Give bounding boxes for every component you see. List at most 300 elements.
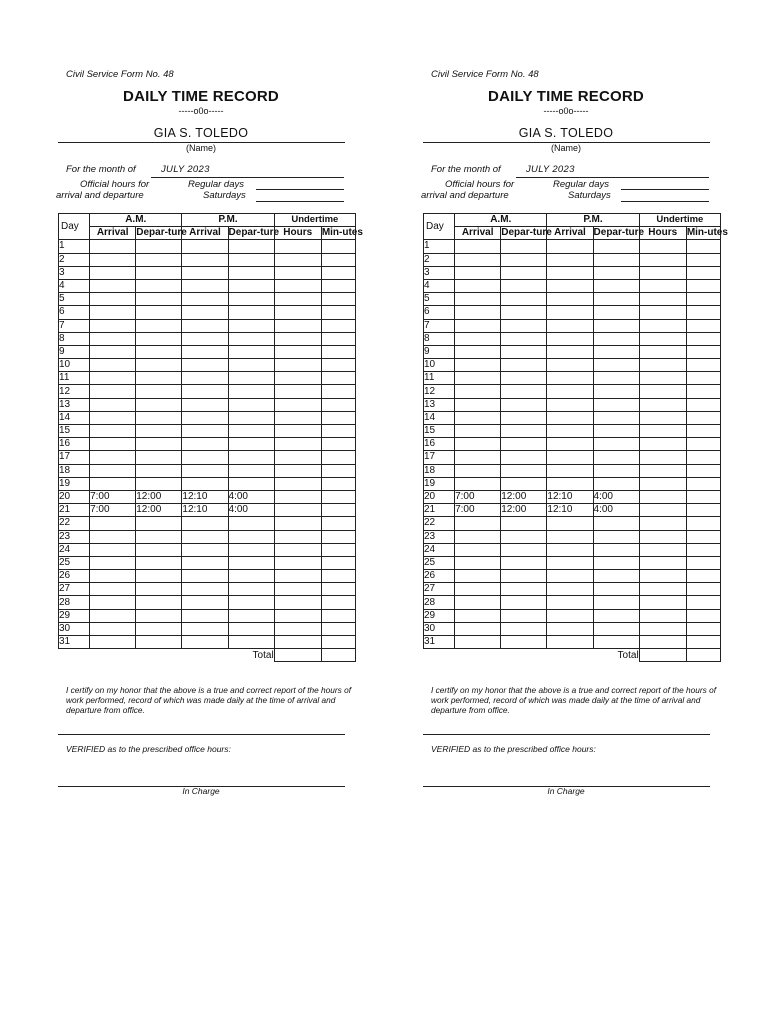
am-departure-cell: [136, 332, 182, 345]
pm-departure-cell: [593, 556, 639, 569]
am-arrival-cell: [455, 477, 501, 490]
am-departure-cell: [501, 464, 547, 477]
pm-arrival-cell: [182, 609, 228, 622]
am-departure-cell: [501, 596, 547, 609]
undertime-hours-cell: [639, 253, 686, 266]
undertime-hours-cell: [274, 332, 321, 345]
am-arrival-cell: [90, 556, 136, 569]
pm-arrival-cell: [182, 385, 228, 398]
pm-arrival-cell: [547, 530, 593, 543]
pm-departure-cell: [228, 253, 274, 266]
undertime-minutes-cell: [321, 398, 355, 411]
pm-departure-cell: [593, 517, 639, 530]
am-arrival-cell: 7:00: [90, 490, 136, 503]
pm-departure-cell: [593, 253, 639, 266]
undertime-minutes-cell: [686, 596, 720, 609]
am-departure-cell: [501, 451, 547, 464]
undertime-minutes-cell: [321, 530, 355, 543]
am-departure-cell: [136, 477, 182, 490]
am-departure-cell: [136, 556, 182, 569]
pm-departure-cell: [593, 359, 639, 372]
pm-arrival-cell: [182, 570, 228, 583]
pm-departure-cell: [228, 279, 274, 292]
table-row: [59, 293, 356, 306]
am-arrival-cell: [90, 596, 136, 609]
am-departure-cell: [136, 596, 182, 609]
undertime-hours-cell: [639, 359, 686, 372]
am-arrival-cell: [90, 240, 136, 253]
undertime-minutes-cell: [321, 385, 355, 398]
day-cell: 2: [59, 253, 90, 266]
undertime-hours-cell: [639, 570, 686, 583]
undertime-minutes-cell: [686, 425, 720, 438]
signature-line: [423, 734, 710, 735]
table-row: [59, 266, 356, 279]
undertime-minutes-cell: [321, 609, 355, 622]
pm-arrival-cell: 12:10: [547, 490, 593, 503]
undertime-minutes-cell: [686, 293, 720, 306]
pm-departure-cell: [593, 530, 639, 543]
day-cell: 25: [59, 556, 90, 569]
am-departure-cell: [501, 411, 547, 424]
am-arrival-cell: [455, 411, 501, 424]
am-arrival-cell: [455, 319, 501, 332]
table-row: [424, 622, 721, 635]
day-cell: 3: [59, 266, 90, 279]
day-cell: 1: [59, 240, 90, 253]
undertime-minutes-cell: [686, 517, 720, 530]
am-departure-cell: [136, 279, 182, 292]
am-arrival-cell: [455, 636, 501, 649]
day-cell: 15: [424, 425, 455, 438]
am-departure-cell: [136, 464, 182, 477]
day-header: Day: [59, 214, 90, 240]
pm-departure-cell: [593, 570, 639, 583]
undertime-minutes-cell: [321, 490, 355, 503]
hours-header: Hours: [274, 227, 321, 240]
am-departure-cell: [136, 398, 182, 411]
am-arrival-cell: [455, 266, 501, 279]
undertime-minutes-cell: [686, 306, 720, 319]
am-departure-cell: [501, 345, 547, 358]
day-cell: 5: [59, 293, 90, 306]
table-row: [59, 543, 356, 556]
regular-days-label: Regular days: [188, 179, 244, 190]
am-departure-cell: [501, 240, 547, 253]
day-cell: 4: [59, 279, 90, 292]
pm-arrival-cell: 12:10: [182, 490, 228, 503]
table-row: [424, 596, 721, 609]
total-row: [59, 649, 356, 662]
table-body: [59, 240, 356, 662]
table-row: [59, 372, 356, 385]
table-row: [59, 556, 356, 569]
undertime-minutes-cell: [321, 306, 355, 319]
undertime-minutes-cell: [321, 279, 355, 292]
pm-departure-cell: [593, 543, 639, 556]
undertime-minutes-cell: [321, 570, 355, 583]
undertime-minutes-cell: [686, 504, 720, 517]
day-cell: 11: [424, 372, 455, 385]
pm-header: P.M.: [547, 214, 639, 227]
am-arrival-cell: [90, 543, 136, 556]
undertime-hours-cell: [274, 240, 321, 253]
am-departure-cell: [501, 477, 547, 490]
table-row: [424, 425, 721, 438]
time-record-table: [58, 213, 363, 662]
am-arrival-cell: [455, 570, 501, 583]
undertime-hours-cell: [274, 490, 321, 503]
pm-arrival-cell: [547, 477, 593, 490]
table-row: [59, 490, 356, 503]
am-arrival-cell: [90, 398, 136, 411]
pm-departure-cell: [593, 306, 639, 319]
pm-departure-cell: [593, 609, 639, 622]
undertime-minutes-cell: [686, 622, 720, 635]
undertime-hours-cell: [639, 240, 686, 253]
am-departure-cell: 12:00: [136, 490, 182, 503]
am-arrival-cell: [90, 636, 136, 649]
month-value: JULY 2023: [526, 164, 575, 175]
pm-arrival-cell: [547, 425, 593, 438]
undertime-minutes-cell: [686, 411, 720, 424]
pm-arrival-cell: [547, 543, 593, 556]
pm-departure-cell: [228, 293, 274, 306]
pm-departure-cell: [228, 266, 274, 279]
pm-departure-cell: [593, 398, 639, 411]
am-departure-cell: [501, 543, 547, 556]
pm-departure-cell: [228, 385, 274, 398]
undertime-hours-cell: [639, 385, 686, 398]
day-cell: 7: [59, 319, 90, 332]
pm-arrival-cell: [547, 345, 593, 358]
undertime-minutes-cell: [686, 253, 720, 266]
undertime-hours-cell: [639, 411, 686, 424]
am-arrival-cell: [455, 609, 501, 622]
am-departure-cell: [501, 359, 547, 372]
undertime-hours-cell: [274, 636, 321, 649]
undertime-minutes-cell: [321, 517, 355, 530]
pm-arrival-header: Arrival: [182, 227, 228, 240]
table-row: [59, 530, 356, 543]
table-body: [424, 240, 721, 662]
pm-arrival-cell: [547, 636, 593, 649]
am-arrival-cell: [455, 398, 501, 411]
pm-departure-cell: [228, 570, 274, 583]
table-row: [59, 622, 356, 635]
table-row: [424, 504, 721, 517]
am-arrival-cell: [90, 517, 136, 530]
pm-departure-cell: [593, 345, 639, 358]
verified-text: VERIFIED as to the prescribed office hours:: [431, 744, 596, 754]
undertime-hours-cell: [274, 477, 321, 490]
undertime-hours-cell: [274, 345, 321, 358]
form-number: Civil Service Form No. 48: [431, 69, 539, 80]
am-departure-cell: [136, 240, 182, 253]
am-departure-cell: [501, 279, 547, 292]
table-row: [59, 464, 356, 477]
pm-header: P.M.: [182, 214, 274, 227]
am-departure-cell: 12:00: [501, 504, 547, 517]
pm-departure-cell: [228, 622, 274, 635]
am-departure-cell: [136, 570, 182, 583]
pm-departure-cell: [228, 438, 274, 451]
table-row: [59, 517, 356, 530]
month-value: JULY 2023: [161, 164, 210, 175]
official-hours-label: Official hours for: [80, 179, 150, 190]
am-arrival-cell: [455, 359, 501, 372]
undertime-minutes-cell: [321, 266, 355, 279]
pm-arrival-cell: [182, 411, 228, 424]
am-arrival-cell: [90, 622, 136, 635]
pm-arrival-cell: [182, 332, 228, 345]
day-cell: 14: [424, 411, 455, 424]
day-cell: 4: [424, 279, 455, 292]
pm-departure-cell: [593, 464, 639, 477]
regular-days-line: [256, 189, 344, 190]
pm-departure-cell: [228, 596, 274, 609]
am-arrival-header: Arrival: [90, 227, 136, 240]
undertime-minutes-cell: [321, 504, 355, 517]
signature-line: [58, 734, 345, 735]
undertime-hours-cell: [639, 345, 686, 358]
day-cell: 30: [59, 622, 90, 635]
day-cell: 19: [59, 477, 90, 490]
pm-departure-cell: [593, 636, 639, 649]
table-row: [59, 451, 356, 464]
day-cell: 29: [59, 609, 90, 622]
day-cell: 12: [59, 385, 90, 398]
am-departure-header: Depar-ture: [501, 227, 552, 239]
am-arrival-cell: [90, 253, 136, 266]
day-cell: 16: [424, 438, 455, 451]
undertime-hours-cell: [639, 609, 686, 622]
am-arrival-cell: [90, 345, 136, 358]
table-row: [424, 477, 721, 490]
am-header: A.M.: [455, 214, 547, 227]
pm-departure-cell: [593, 293, 639, 306]
day-cell: 9: [424, 345, 455, 358]
table-row: [59, 570, 356, 583]
am-departure-cell: [501, 583, 547, 596]
pm-arrival-cell: [547, 253, 593, 266]
am-departure-cell: [136, 609, 182, 622]
pm-arrival-cell: [182, 464, 228, 477]
am-arrival-cell: [455, 332, 501, 345]
table-row: [424, 293, 721, 306]
employee-name: GIA S. TOLEDO: [518, 126, 614, 140]
pm-departure-cell: [228, 425, 274, 438]
am-departure-cell: [501, 253, 547, 266]
pm-arrival-cell: [182, 359, 228, 372]
pm-arrival-cell: [547, 570, 593, 583]
pm-departure-cell: [593, 319, 639, 332]
am-departure-cell: [501, 319, 547, 332]
day-cell: 17: [424, 451, 455, 464]
pm-arrival-cell: [547, 293, 593, 306]
undertime-hours-cell: [274, 411, 321, 424]
pm-departure-cell: [593, 240, 639, 253]
day-cell: 23: [59, 530, 90, 543]
am-departure-cell: [501, 556, 547, 569]
am-arrival-cell: [90, 583, 136, 596]
undertime-hours-cell: [639, 398, 686, 411]
undertime-minutes-cell: [686, 279, 720, 292]
am-arrival-cell: [455, 293, 501, 306]
undertime-minutes-cell: [686, 345, 720, 358]
official-hours-label-2: arrival and departure: [56, 190, 144, 201]
am-departure-cell: [136, 253, 182, 266]
month-label: For the month of: [66, 164, 136, 175]
day-cell: 2: [424, 253, 455, 266]
am-arrival-cell: [90, 464, 136, 477]
pm-arrival-cell: [547, 359, 593, 372]
am-departure-cell: [501, 570, 547, 583]
am-arrival-cell: [455, 583, 501, 596]
day-cell: 22: [424, 517, 455, 530]
day-cell: 31: [424, 636, 455, 649]
month-underline: [151, 177, 344, 178]
undertime-minutes-cell: [321, 425, 355, 438]
am-departure-cell: [501, 530, 547, 543]
undertime-minutes-cell: [321, 636, 355, 649]
day-cell: 6: [59, 306, 90, 319]
am-departure-cell: [136, 622, 182, 635]
am-arrival-cell: [90, 609, 136, 622]
table-row: [424, 636, 721, 649]
am-arrival-cell: [90, 425, 136, 438]
pm-arrival-cell: [547, 438, 593, 451]
minutes-header: Min-utes: [321, 227, 363, 239]
pm-departure-cell: [228, 583, 274, 596]
pm-arrival-cell: [182, 398, 228, 411]
undertime-hours-cell: [274, 530, 321, 543]
am-arrival-cell: [90, 372, 136, 385]
pm-arrival-cell: [182, 622, 228, 635]
saturdays-line: [256, 201, 344, 202]
undertime-hours-cell: [274, 596, 321, 609]
day-cell: 20: [424, 490, 455, 503]
pm-arrival-cell: [547, 622, 593, 635]
name-caption: (Name): [550, 143, 581, 153]
am-arrival-cell: [90, 451, 136, 464]
table-row: [59, 596, 356, 609]
day-cell: 10: [59, 359, 90, 372]
table-row: [424, 398, 721, 411]
table-row: [424, 319, 721, 332]
pm-arrival-cell: [182, 451, 228, 464]
undertime-minutes-cell: [321, 359, 355, 372]
pm-arrival-cell: 12:10: [182, 504, 228, 517]
day-cell: 28: [424, 596, 455, 609]
undertime-hours-cell: [639, 464, 686, 477]
am-arrival-cell: [455, 306, 501, 319]
undertime-minutes-cell: [321, 596, 355, 609]
official-hours-label: Official hours for: [445, 179, 515, 190]
in-charge-label: In Charge: [182, 786, 220, 796]
pm-arrival-cell: [547, 266, 593, 279]
am-arrival-cell: [90, 530, 136, 543]
undertime-minutes-cell: [321, 332, 355, 345]
table-row: [59, 332, 356, 345]
am-departure-cell: [136, 345, 182, 358]
undertime-hours-cell: [274, 438, 321, 451]
am-arrival-cell: [90, 359, 136, 372]
pm-departure-cell: [228, 636, 274, 649]
pm-arrival-cell: [547, 306, 593, 319]
pm-departure-header: Depar-ture: [593, 227, 645, 239]
table-row: [424, 279, 721, 292]
undertime-minutes-cell: [321, 253, 355, 266]
undertime-minutes-cell: [686, 490, 720, 503]
day-cell: 15: [59, 425, 90, 438]
am-departure-cell: [501, 622, 547, 635]
am-arrival-cell: [455, 596, 501, 609]
month-underline: [516, 177, 709, 178]
undertime-hours-cell: [639, 438, 686, 451]
undertime-minutes-cell: [686, 451, 720, 464]
am-departure-cell: [136, 306, 182, 319]
table-row: [59, 504, 356, 517]
pm-departure-cell: [228, 556, 274, 569]
day-cell: 26: [424, 570, 455, 583]
am-header: A.M.: [90, 214, 182, 227]
undertime-minutes-cell: [686, 636, 720, 649]
title-divider: -----o0o-----: [543, 106, 589, 116]
undertime-minutes-cell: [686, 240, 720, 253]
pm-arrival-cell: [182, 556, 228, 569]
undertime-hours-cell: [639, 636, 686, 649]
day-cell: 7: [424, 319, 455, 332]
undertime-header: Undertime: [274, 214, 355, 227]
am-departure-cell: [136, 385, 182, 398]
am-departure-cell: [501, 636, 547, 649]
am-departure-cell: [501, 306, 547, 319]
table-row: [424, 411, 721, 424]
day-cell: 5: [424, 293, 455, 306]
am-arrival-header: Arrival: [455, 227, 501, 240]
pm-arrival-cell: [547, 411, 593, 424]
pm-arrival-cell: [547, 609, 593, 622]
day-cell: 27: [424, 583, 455, 596]
undertime-hours-cell: [639, 543, 686, 556]
undertime-hours-cell: [274, 622, 321, 635]
undertime-minutes-cell: [321, 451, 355, 464]
pm-departure-cell: [228, 609, 274, 622]
month-label: For the month of: [431, 164, 501, 175]
undertime-hours-cell: [639, 372, 686, 385]
pm-arrival-cell: 12:10: [547, 504, 593, 517]
am-departure-cell: [501, 438, 547, 451]
table-row: [424, 372, 721, 385]
table-row: [424, 385, 721, 398]
table-row: [59, 398, 356, 411]
day-cell: 9: [59, 345, 90, 358]
day-cell: 25: [424, 556, 455, 569]
am-arrival-cell: [455, 451, 501, 464]
pm-departure-cell: 4:00: [228, 490, 274, 503]
undertime-minutes-cell: [686, 332, 720, 345]
am-departure-cell: [136, 451, 182, 464]
am-arrival-cell: [90, 332, 136, 345]
pm-departure-header: Depar-ture: [228, 227, 280, 239]
pm-arrival-cell: [547, 583, 593, 596]
am-departure-cell: [136, 517, 182, 530]
title-divider: -----o0o-----: [178, 106, 224, 116]
undertime-hours-cell: [639, 583, 686, 596]
table-row: [59, 385, 356, 398]
table-row: [59, 240, 356, 253]
